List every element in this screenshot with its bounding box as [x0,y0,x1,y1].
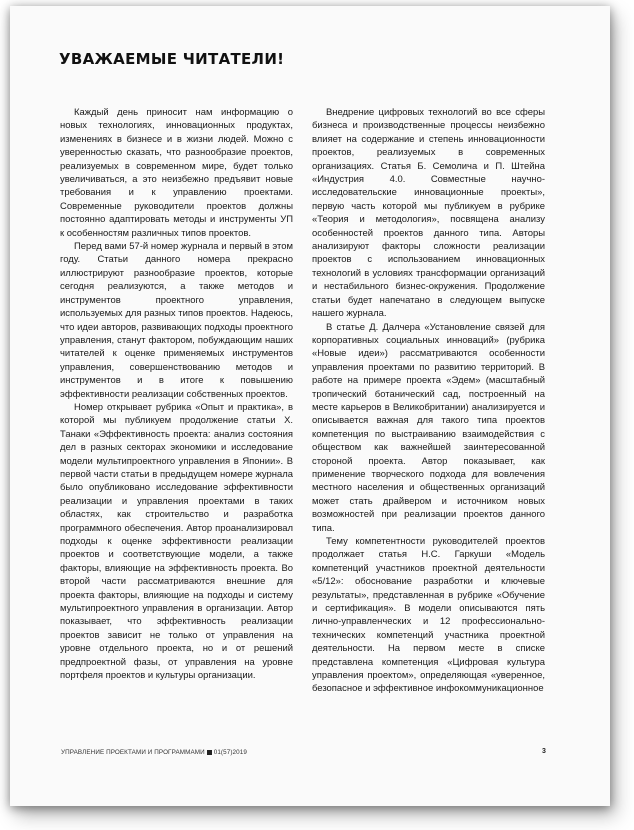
right-column [312,106,545,696]
page-title: УВАЖАЕМЫЕ ЧИТАТЕЛИ! [59,50,285,68]
separator-square-icon [207,750,212,755]
issue-number: 01(57)2019 [213,749,247,756]
paragraph: Перед вами 57-й номер журнала и первый в этом году. Статьи данного номера прекрасно иллюстрируют разнообразие проектов, которые сегодня реализуются, а также методов и инструментов проектного управления, используемых для разных типов проектов. Надеюсь, что идеи авторов, развивающих подходы проектного управления, станут фактором, побуждающим наших читателей к оценке применяемых инструментов управления, совершенствованию методов и инструментов и в итоге к повышению эффективности реализации собственных проектов. [60,241,293,400]
paragraph: Номер открывает рубрика «Опыт и практика», в которой мы публикуем продолжение статьи Х. Танаки «Эффективность проекта: анализ состояния дел в разных секторах экономики и исследование модели мультипроектного управления в Японии». В первой части статьи в предыдущем номере журнала было опубликовано исследование эффективности реализации и управления проектами в таких областях, как строительство и разработка программного обеспечения. Автор проанализировал подходы к оценке эффективности реализации проектов и соответствующие модели, а также факторы, влияющие на эффективность проекта. Во второй части рассматриваются внешние для проекта факторы, влияющие на подходы и систему мультипроектного управления в организации. Автор показывает, что эффективность реализации проектов зависит не только от управления на уровне отдельного проекта, но и от решений предпроектной фазы, от управления на уровне портфеля проектов и культуры организации. [60,401,293,682]
page-footer [61,749,247,756]
magazine-page [10,6,610,806]
journal-name: УПРАВЛЕНИЕ ПРОЕКТАМИ И ПРОГРАММАМИ [61,749,205,756]
paragraph: Внедрение цифровых технологий во все сферы бизнеса и производственные процессы неизбежно влияет на содержание и степень инновационности проектов, реализуемых в современных организациях. Статья Б. Семолича и П. Штейна «Индустрия 4.0. Совместные научно-исследовательские инновационные проекты», первую часть которой мы публикуем в рубрике «Теория и методология», посвящена анализу особенностей проектов данного типа. Авторы анализируют факторы сложности реализации проектов с использованием инновационных технологий в условиях трансформации организаций и нестабильного бизнес-окружения. Продолжение статьи будет напечатано в следующем выпуске нашего журнала. [312,107,545,320]
left-column [60,106,293,682]
page-number: 3 [542,748,546,755]
paragraph: Тему компетентности руководителей проектов продолжает статья Н.С. Гаркуши «Модель компетенций участников проектной деятельности «5/12»: обоснование разработки и ключевые результаты», представленная в рубрике «Обучение и сертификация». В модели описываются пять лично-управленческих и 12 профессионально-технических компетенций участника проектной деятельности. На первом месте в списке представлена компетенция «Цифровая культура управления проектом», определяющая «уверенное, безопасное и эффективное инфокоммуникационное [312,536,545,695]
paragraph: В статье Д. Далчера «Установление связей для корпоративных социальных инноваций» (рубрика «Новые идеи») рассматриваются особенности управления проектами по развитию территорий. В работе на примере проекта «Эдем» (масштабный тропический ботанический сад, построенный на месте карьеров в Великобритании) анализируется и описывается важная для такого типа проектов компетенция по выстраиванию взаимодействия с обществом как важнейшей заинтересованной стороной проекта. Автор показывает, как применение творческого подхода для вовлечения местного населения и общественных организаций может стать драйвером и источником новых возможностей при реализации проектов данного типа. [312,321,545,534]
paragraph: Каждый день приносит нам информацию о новых технологиях, инновационных продуктах, изменениях в бизнесе и в жизни людей. Можно с уверенностью сказать, что разнообразие проектов, реализуемых в современном мире, будет только увеличиваться, а это неизбежно предъявит новые требования и к управлению проектами. Современные руководители проектов должны постоянно адаптировать методы и инструменты УП к особенностям различных типов проектов. [60,107,293,239]
